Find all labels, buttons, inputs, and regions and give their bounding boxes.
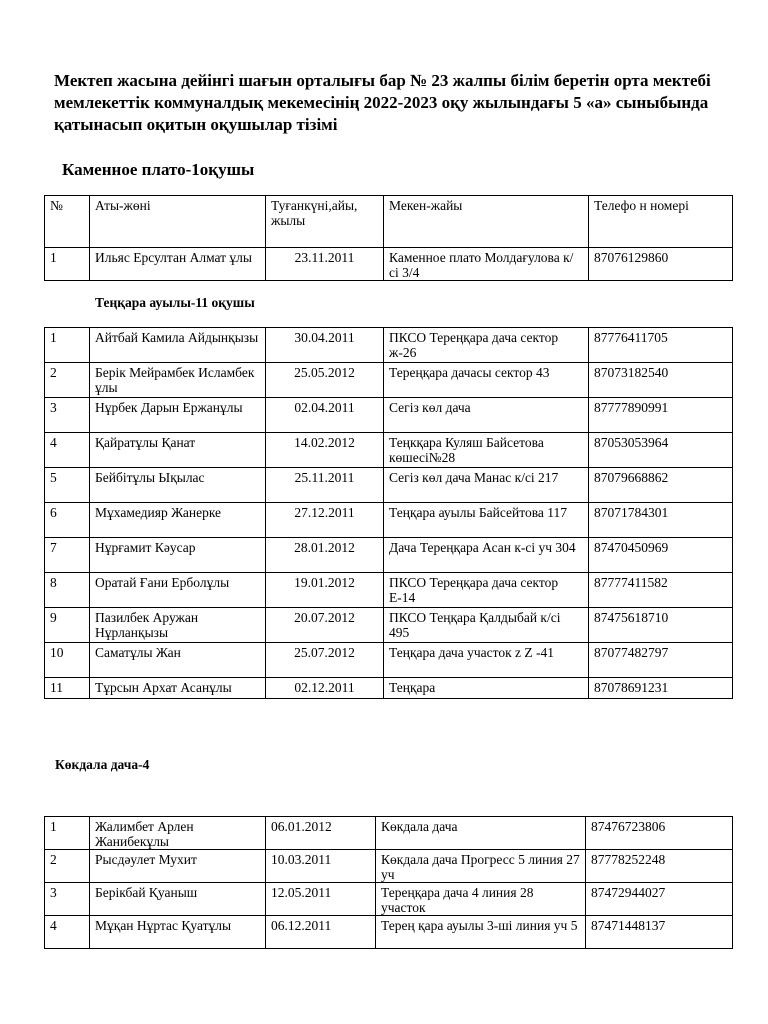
- cell-phone: 87071784301: [589, 503, 733, 538]
- cell-address: ПКСО Теңқара Қалдыбай к/сі 495: [384, 608, 589, 643]
- cell-address: Теңкқара Куляш Байсетова көшесі№28: [384, 433, 589, 468]
- cell-address: Көкдала дача: [376, 817, 586, 850]
- table-row: [45, 398, 733, 433]
- table-row: [45, 538, 733, 573]
- cell-birthdate: 06.01.2012: [266, 817, 376, 850]
- cell-phone: 87078691231: [589, 678, 733, 699]
- cell-phone: 87472944027: [586, 883, 733, 916]
- section-heading-kamennoe-plato: Каменное плато-1оқушы: [62, 160, 255, 179]
- cell-phone: 87777411582: [589, 573, 733, 608]
- table-row: [45, 883, 733, 916]
- cell-number: 10: [45, 643, 90, 678]
- cell-name: Мұхамедияр Жанерке: [90, 503, 266, 538]
- title-line: Мектеп жасына дейінгі шағын орталығы бар № 23 жалпы білім беретін орта мектебі: [54, 71, 711, 90]
- cell-birthdate: 25.11.2011: [266, 468, 384, 503]
- table-row: [45, 248, 733, 281]
- cell-address: Көкдала дача Прогресс 5 линия 27 уч: [376, 850, 586, 883]
- table-row: [45, 678, 733, 699]
- cell-name: Рысдәулет Мухит: [90, 850, 266, 883]
- table-row: [45, 817, 733, 850]
- cell-address: Теңқара дача участок z Z -41: [384, 643, 589, 678]
- cell-name: Нұрғамит Кәусар: [90, 538, 266, 573]
- cell-name: Оратай Ғани Ерболұлы: [90, 573, 266, 608]
- title-line: мемлекеттік коммуналдық мекемесінің 2022-2023 оқу жылындағы 5 «а» сыныбында: [54, 93, 709, 112]
- cell-birthdate: 25.05.2012: [266, 363, 384, 398]
- cell-birthdate: 02.04.2011: [266, 398, 384, 433]
- cell-phone: 87476723806: [586, 817, 733, 850]
- cell-birthdate: 12.05.2011: [266, 883, 376, 916]
- cell-name: Мұқан Нұртас Қуатұлы: [90, 916, 266, 949]
- section-heading-tenkara: Теңқара ауылы-11 оқушы: [95, 295, 255, 310]
- cell-name: Берік Мейрамбек Исламбек ұлы: [90, 363, 266, 398]
- cell-number: 1: [45, 817, 90, 850]
- table-row: [45, 503, 733, 538]
- cell-number: 1: [45, 248, 90, 281]
- table-row: [45, 433, 733, 468]
- cell-address: ПКСО Тереңқара дача сектор ж-26: [384, 328, 589, 363]
- cell-name: Жалимбет Арлен Жанибекұлы: [90, 817, 266, 850]
- cell-name: Айтбай Камила Айдынқызы: [90, 328, 266, 363]
- cell-number: 8: [45, 573, 90, 608]
- table-header-row: [45, 196, 733, 248]
- cell-birthdate: 25.07.2012: [266, 643, 384, 678]
- cell-phone: 87053053964: [589, 433, 733, 468]
- cell-address: Теңқара: [384, 678, 589, 699]
- column-header-address: Мекен-жайы: [384, 196, 589, 248]
- table-row: [45, 363, 733, 398]
- section-heading-kokdala: Көкдала дача-4: [55, 757, 150, 772]
- table-row: [45, 608, 733, 643]
- cell-name: Тұрсын Архат Асанұлы: [90, 678, 266, 699]
- table-row: [45, 573, 733, 608]
- cell-phone: 87777890991: [589, 398, 733, 433]
- cell-address: Теңқара ауылы Байсейтова 117: [384, 503, 589, 538]
- cell-number: 11: [45, 678, 90, 699]
- cell-address: Сегіз көл дача Манас к/сі 217: [384, 468, 589, 503]
- cell-number: 1: [45, 328, 90, 363]
- cell-name: Ильяс Ерсултан Алмат ұлы: [90, 248, 266, 281]
- table-kokdala: [44, 816, 733, 949]
- cell-address: Каменное плато Молдағулова к/сі 3/4: [384, 248, 589, 281]
- cell-name: Берікбай Қуаныш: [90, 883, 266, 916]
- column-header-name: Аты-жөні: [90, 196, 266, 248]
- cell-address: ПКСО Тереңқара дача сектор Е-14: [384, 573, 589, 608]
- table-row: [45, 916, 733, 949]
- cell-birthdate: 10.03.2011: [266, 850, 376, 883]
- cell-number: 4: [45, 916, 90, 949]
- cell-phone: 87077482797: [589, 643, 733, 678]
- cell-birthdate: 28.01.2012: [266, 538, 384, 573]
- cell-address: Сегіз көл дача: [384, 398, 589, 433]
- table-row: [45, 468, 733, 503]
- cell-phone: 87778252248: [586, 850, 733, 883]
- cell-number: 2: [45, 363, 90, 398]
- cell-birthdate: 30.04.2011: [266, 328, 384, 363]
- cell-phone: 87073182540: [589, 363, 733, 398]
- cell-phone: 87079668862: [589, 468, 733, 503]
- cell-birthdate: 02.12.2011: [266, 678, 384, 699]
- table-kamennoe-plato: [44, 195, 733, 281]
- cell-name: Пазилбек Аружан Нұрланқызы: [90, 608, 266, 643]
- table-row: [45, 850, 733, 883]
- cell-address: Дача Тереңқара Асан к-сі уч 304: [384, 538, 589, 573]
- cell-number: 3: [45, 398, 90, 433]
- column-header-phone: Телефо н номері: [589, 196, 733, 248]
- cell-address: Тереңқара дача 4 линия 28 участок: [376, 883, 586, 916]
- cell-phone: 87776411705: [589, 328, 733, 363]
- cell-number: 6: [45, 503, 90, 538]
- cell-number: 2: [45, 850, 90, 883]
- cell-birthdate: 20.07.2012: [266, 608, 384, 643]
- cell-birthdate: 19.01.2012: [266, 573, 384, 608]
- cell-number: 3: [45, 883, 90, 916]
- cell-address: Тереңқара дачасы сектор 43: [384, 363, 589, 398]
- cell-birthdate: 23.11.2011: [266, 248, 384, 281]
- cell-phone: 87076129860: [589, 248, 733, 281]
- cell-birthdate: 14.02.2012: [266, 433, 384, 468]
- cell-birthdate: 27.12.2011: [266, 503, 384, 538]
- cell-phone: 87470450969: [589, 538, 733, 573]
- cell-phone: 87475618710: [589, 608, 733, 643]
- column-header-birthdate: Туғанкүні,айы, жылы: [266, 196, 384, 248]
- cell-name: Нұрбек Дарын Ержанұлы: [90, 398, 266, 433]
- cell-number: 5: [45, 468, 90, 503]
- cell-address: Терең қара ауылы 3-ші линия уч 5: [376, 916, 586, 949]
- title-line: қатынасып оқитын оқушылар тізімі: [54, 115, 338, 134]
- table-row: [45, 643, 733, 678]
- column-header-number: №: [45, 196, 90, 248]
- cell-name: Бейбітұлы Ықылас: [90, 468, 266, 503]
- cell-birthdate: 06.12.2011: [266, 916, 376, 949]
- document-title: [54, 70, 754, 136]
- table-row: [45, 328, 733, 363]
- cell-phone: 87471448137: [586, 916, 733, 949]
- table-tenkara: [44, 327, 733, 699]
- cell-number: 7: [45, 538, 90, 573]
- cell-number: 4: [45, 433, 90, 468]
- cell-name: Қайратұлы Қанат: [90, 433, 266, 468]
- cell-name: Саматұлы Жан: [90, 643, 266, 678]
- cell-number: 9: [45, 608, 90, 643]
